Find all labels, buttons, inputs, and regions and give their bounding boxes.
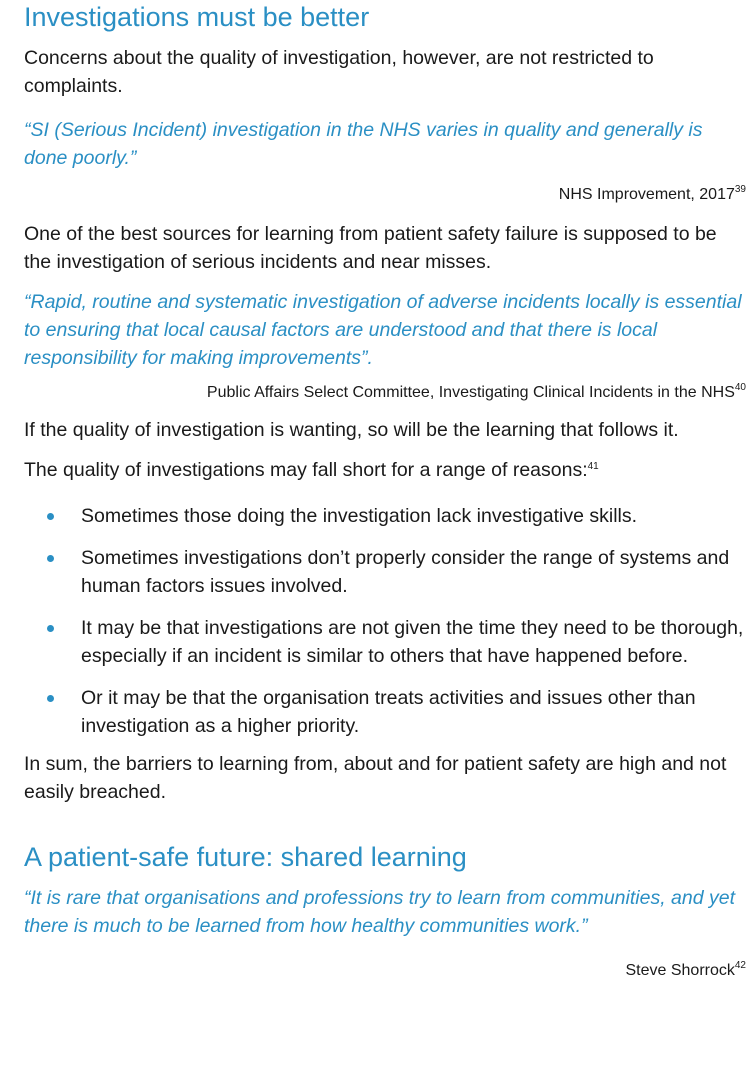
quote-communities: “It is rare that organisations and professions try to learn from communities, and yet there is much to be learned from how healthy communities work.”: [24, 887, 735, 937]
quote-source-shorrock: Steve Shorrock$^{42}$: [625, 960, 746, 979]
footnote-ref: 42: [734, 960, 746, 971]
list-item: It may be that investigations are not given the time they need to be thorough, especially if an incident is similar to others that have happened before.: [24, 614, 746, 670]
quote-rapid-routine: “Rapid, routine and systematic investigation of adverse incidents locally is essential to ensuring that local causal factors are understood and that there is local responsibility for making improvements”.: [24, 291, 742, 369]
bullet-icon: [47, 513, 54, 520]
bullet-icon: [47, 555, 54, 562]
quote-source-select-committee: Public Affairs Select Committee, Investigating Clinical Incidents in the NHS$^{40}$: [206, 382, 746, 401]
section-heading-investigations: Investigations must be better: [24, 2, 370, 32]
list-item: Or it may be that the organisation treats activities and issues other than investigation as a higher priority.: [24, 684, 746, 740]
paragraph-quality-wanting: If the quality of investigation is wanting, so will be the learning that follows it.: [24, 419, 679, 441]
footnote-ref: 41: [587, 461, 599, 472]
list-item: Sometimes those doing the investigation lack investigative skills.: [24, 502, 746, 530]
list-item: Sometimes investigations don’t properly consider the range of systems and human factors issues involved.: [24, 544, 746, 600]
quote-si-investigation: “SI (Serious Incident) investigation in the NHS varies in quality and generally is done poorly.”: [24, 119, 703, 169]
bullet-icon: [47, 625, 54, 632]
reasons-list: [24, 502, 746, 740]
paragraph-concerns: Concerns about the quality of investigation, however, are not restricted to complaints.: [24, 47, 654, 97]
bullet-icon: [47, 695, 54, 702]
paragraph-in-sum: In sum, the barriers to learning from, about and for patient safety are high and not easily breached.: [24, 753, 727, 803]
quote-source-nhs-improvement: NHS Improvement, 2017$^{39}$: [558, 184, 746, 203]
section-heading-shared-learning: A patient-safe future: shared learning: [24, 842, 467, 872]
paragraph-best-sources: One of the best sources for learning from patient safety failure is supposed to be the investigation of serious incidents and near misses.: [24, 223, 717, 273]
document-page: [24, 0, 746, 984]
footnote-ref: 39: [734, 184, 746, 195]
paragraph-fall-short: The quality of investigations may fall short for a range of reasons:$^{41}$: [24, 459, 599, 481]
footnote-ref: 40: [734, 382, 746, 393]
